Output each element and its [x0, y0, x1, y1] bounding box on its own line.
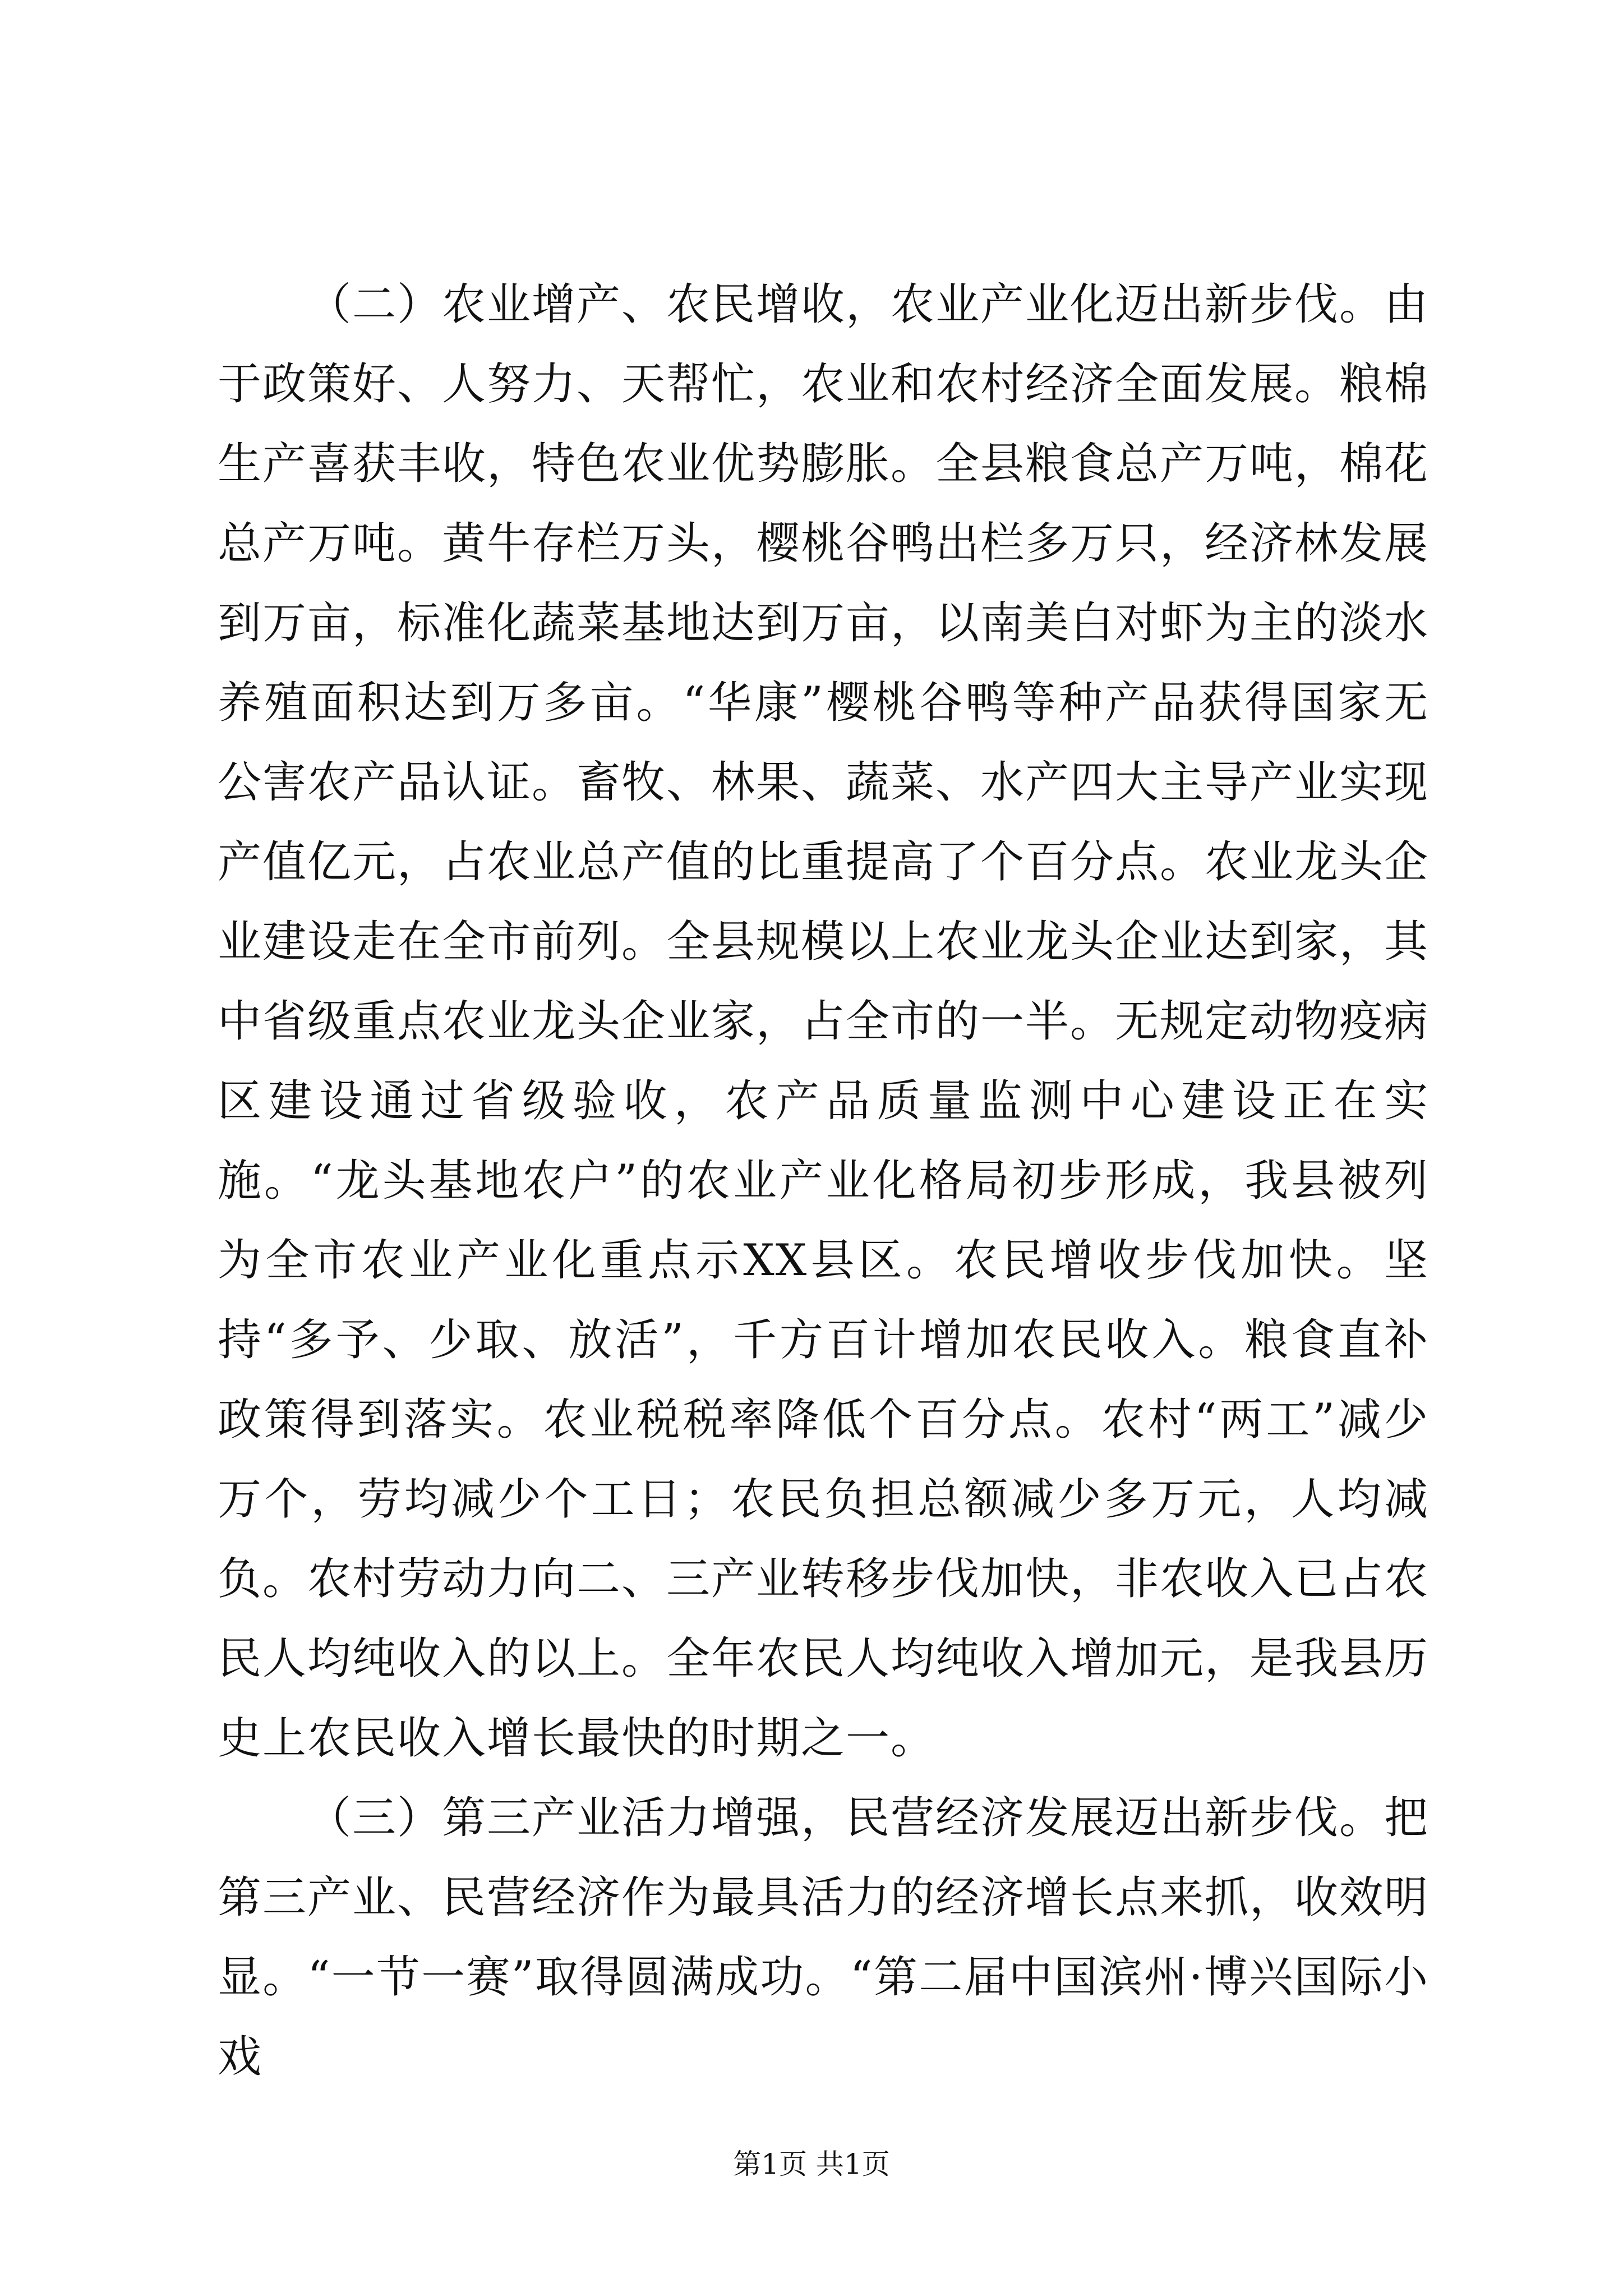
page-number-footer: 第1页 共1页 — [733, 2148, 890, 2180]
paragraph-agriculture: （二）农业增产、农民增收，农业产业化迈出新步伐。由于政策好、人努力、天帮忙，农业和农村经济全面发展。粮棉生产喜获丰收，特色农业优势膨胀。全县粮食总产万吨，棉花总产万吨。黄牛存栏万头，樱桃谷鸭出栏多万只，经济林发展到万亩，标准化蔬菜基地达到万亩，以南美白对虾为主的淡水养殖面积达到万多亩。“华康”樱桃谷鸭等种产品获得国家无公害农产品认证。畜牧、林果、蔬菜、水产四大主导产业实现产值亿元，占农业总产值的比重提高了个百分点。农业龙头企业建设走在全市前列。全县规模以上农业龙头企业达到家，其中省级重点农业龙头企业家，占全市的一半。无规定动物疫病区建设通过省级验收，农产品质量监测中心建设正在实施。“龙头基地农户”的农业产业化格局初步形成，我县被列为全市农业产业化重点示XX县区。农民增收步伐加快。坚持“多予、少取、放活”，千方百计增加农民收入。粮食直补政策得到落实。农业税税率降低个百分点。农村“两工”减少万个，劳均减少个工日；农民负担总额减少多万元，人均减负。农村劳动力向二、三产业转移步伐加快，非农收入已占农民人均纯收入的以上。全年农民人均纯收入增加元，是我县历史上农民收入增长最快的时期之一。 — [218, 279, 1430, 1764]
paragraph-tertiary-industry: （三）第三产业活力增强，民营经济发展迈出新步伐。把第三产业、民营经济作为最具活力的经济增长点来抓，收效明显。“一节一赛”取得圆满成功。“第二届中国滨州·博兴国际小戏 — [218, 1793, 1430, 2082]
document-body — [218, 265, 1429, 2097]
